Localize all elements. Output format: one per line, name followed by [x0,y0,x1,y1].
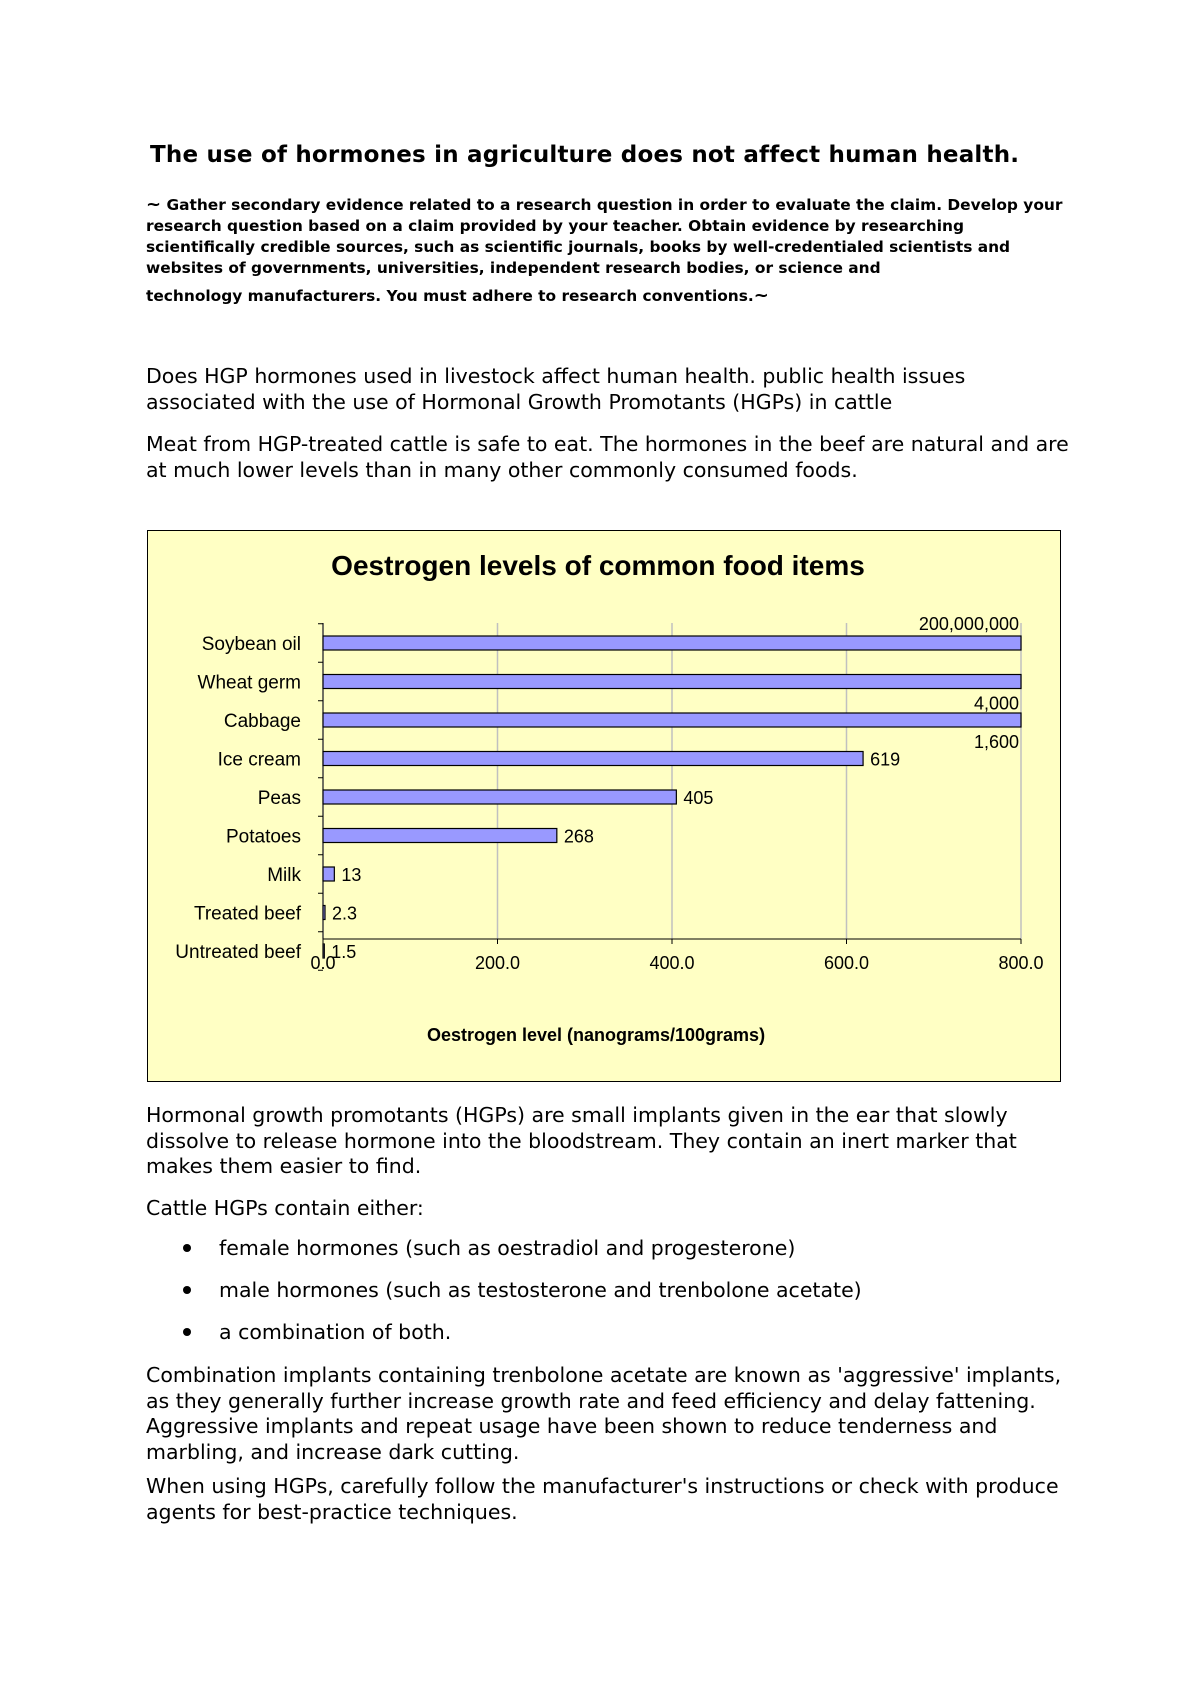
list-item-text: female hormones (such as oestradiol and progesterone) [219,1236,796,1260]
category-label: Peas [257,788,301,809]
x-tick-label: 200.0 [474,953,521,973]
x-axis-label: Oestrogen level (nanograms/100grams) [426,1025,766,1045]
category-label: Treated beef [193,903,301,925]
category-label: Soybean oil [201,634,301,655]
category-label: Ice cream [217,749,301,771]
aggressive-implants-paragraph: Combination implants containing trenbolone acetate are known as 'aggressive' implants, as they generally further increase growth rate and feed efficiency and delay fattening. Aggressive implants and repeat usage have been shown to reduce tenderness and marbling, and increase dark cutting. [146,1363,1062,1464]
list-item-text: male hormones (such as testosterone and trenbolone acetate) [219,1278,862,1302]
tilde-close: ~ [753,285,769,306]
bullet-icon [183,1328,191,1336]
data-label: 13 [341,865,362,885]
data-label: 1,600 [973,732,1019,752]
list-item [178,1278,862,1320]
data-label: 2.3 [332,903,358,924]
data-label: 200,000,000 [918,614,1019,634]
data-label: 268 [563,826,594,847]
list-item [178,1320,862,1362]
document-title: The use of hormones in agriculture does not affect human health. [150,142,1020,168]
list-item-text: a combination of both. [219,1320,452,1344]
bar [323,636,1021,650]
bar [323,790,676,804]
bar [323,867,334,881]
chart-svg [148,531,1062,1083]
data-label: 1.5 [331,942,357,962]
task-instructions [146,194,1076,307]
tilde-open: ~ [146,194,162,215]
research-question-paragraph: Does HGP hormones used in livestock affect human health. public health issues associated with the use of Hormonal Growth Promotants (HGPs) in cattle [146,364,966,414]
x-tick-label: 800.0 [998,953,1044,973]
bar [323,675,1021,689]
hgp-definition-paragraph: Hormonal growth promotants (HGPs) are small implants given in the ear that slowly dissolve to release hormone into the bloodstream. They contain an inert marker that makes them easier to find. [146,1103,1017,1178]
x-tick-label: 400.0 [649,953,695,973]
bar [323,906,325,920]
category-label: Milk [267,865,301,886]
bar [323,752,863,766]
data-label: 405 [683,788,714,808]
list-item [178,1236,862,1278]
bullet-icon [183,1286,191,1294]
instructions-paragraph: When using HGPs, carefully follow the manufacturer's instructions or check with produce agents for best-practice techniques. [146,1474,1059,1524]
category-label: Untreated beef [175,942,301,963]
task-text: Gather secondary evidence related to a research question in order to evaluate the claim. Develop your research question based on a claim provided by your teacher. Obtain evidence by researching scientifically credible sources, such as scientific journals, books by well-credentialed scientists and websites of governments, universities, independent research bodies, or science and [146,196,1063,277]
safety-paragraph: Meat from HGP-treated cattle is safe to eat. The hormones in the beef are natural and are at much lower levels than in many other commonly consumed foods. [146,432,1069,482]
x-tick-label: 600.0 [823,953,870,973]
data-label: 4,000 [973,693,1019,714]
x-tick-label: 0.0 [310,953,336,973]
chart-title: Oestrogen levels of common food items [331,550,865,581]
category-label: Wheat germ [197,672,301,694]
data-label: 619 [870,749,901,770]
hgp-contain-paragraph: Cattle HGPs contain either: [146,1196,424,1220]
category-label: Potatoes [226,826,301,848]
bar [323,713,1021,727]
oestrogen-chart [147,530,1061,1082]
category-label: Cabbage [223,711,301,732]
task-last-line: technology manufacturers. You must adhere to research conventions. [146,287,754,305]
hormone-list [178,1236,862,1362]
bar [323,829,557,843]
bullet-icon [183,1244,191,1252]
